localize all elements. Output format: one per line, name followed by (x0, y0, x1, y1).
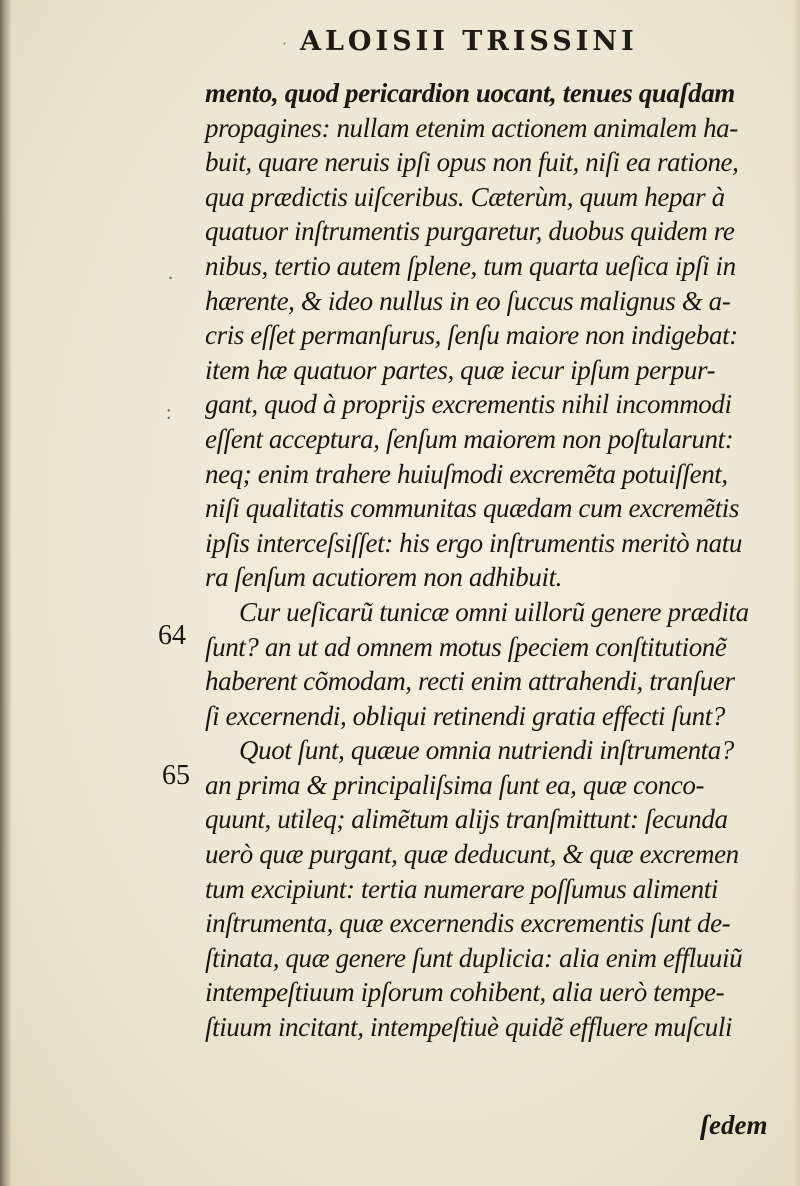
question-64-line: ſunt? an ut ad omnem motus ſpeciem conſtitutionẽ (205, 631, 727, 662)
text-line: nibus, tertio autem ſplene, tum quarta ueſica ipſi in (205, 250, 736, 281)
question-number-64: 64 (158, 620, 186, 651)
text-line: eſſent acceptura, ſenſum maiorem non poſtularunt: (205, 423, 734, 454)
question-65-line: quunt, utileq; alimẽtum alijs tranſmittunt: ſecunda (205, 804, 728, 835)
text-line: neq; enim trahere huiuſmodi excremẽta potuiſſent, (205, 458, 728, 489)
main-text (205, 76, 780, 1045)
running-head: ALOISII TRISSINI (300, 26, 638, 57)
text-line: cris eſſet permanſurus, ſenſu maiore non indigebat: (205, 320, 738, 351)
catchword: ſedem (700, 1110, 768, 1140)
question-65-line: inſtrumenta, quæ excernendis excrementis ſunt de- (205, 908, 731, 939)
question-65-line: ſtiuum incitant, intempeſtiuè quidẽ effluere muſculi (205, 1012, 733, 1043)
question-64-line: ſi excernendi, obliqui retinendi gratia effecti ſunt? (205, 700, 725, 731)
text-line: qua prædictis uiſceribus. Cæterùm, quum hepar à (205, 181, 725, 212)
text-line: item hæ quatuor partes, quæ iecur ipſum perpur- (205, 354, 716, 385)
question-64-line: haberent cõmodam, recti enim attrahendi, tranſuer (205, 666, 735, 697)
question-65-line: an prima & principaliſsima ſunt ea, quæ conco- (205, 769, 705, 800)
text-line: ipſis interceſsiſſet: his ergo inſtrumentis meritò natu (205, 527, 742, 558)
page-edge (792, 0, 800, 1186)
margin-mark: . (168, 262, 173, 284)
text-line: hærente, & ideo nullus in eo ſuccus malignus & a- (205, 285, 731, 316)
binding-shadow (0, 0, 12, 1186)
question-65-line: ſtinata, quæ genere ſunt duplicia: alia enim effluuiũ (205, 942, 743, 973)
text-line: mento, quod pericardion uocant, tenues quaſdam (205, 78, 735, 108)
text-line: gant, quod à proprijs excrementis nihil incommodi (205, 389, 732, 420)
head-ornament: · (282, 34, 288, 53)
question-65-line: intempeſtiuum ipſorum cohibent, alia uerò tempe- (205, 977, 725, 1008)
text-line: ra ſenſum acutiorem non adhibuit. (205, 562, 563, 593)
question-64-line: Cur ueſicarũ tunicæ omni uillorũ genere prædita (239, 596, 749, 627)
question-65-line: Quot ſunt, quæue omnia nutriendi inſtrumenta? (239, 735, 734, 766)
question-number-65: 65 (162, 760, 190, 791)
text-line: quatuor inſtrumentis purgaretur, duobus quidem re (205, 216, 735, 247)
margin-mark: : (166, 402, 172, 424)
text-line: propagines: nullam etenim actionem animalem ha- (205, 112, 738, 143)
question-65-line: tum excipiunt: tertia numerare poſſumus alimenti (205, 873, 718, 904)
text-line: buit, quare neruis ipſi opus non fuit, niſi ea ratione, (205, 147, 739, 178)
question-65-line: uerò quæ purgant, quæ deducunt, & quæ excremen (205, 839, 739, 870)
text-line: niſi qualitatis communitas quædam cum excremẽtis (205, 493, 739, 524)
